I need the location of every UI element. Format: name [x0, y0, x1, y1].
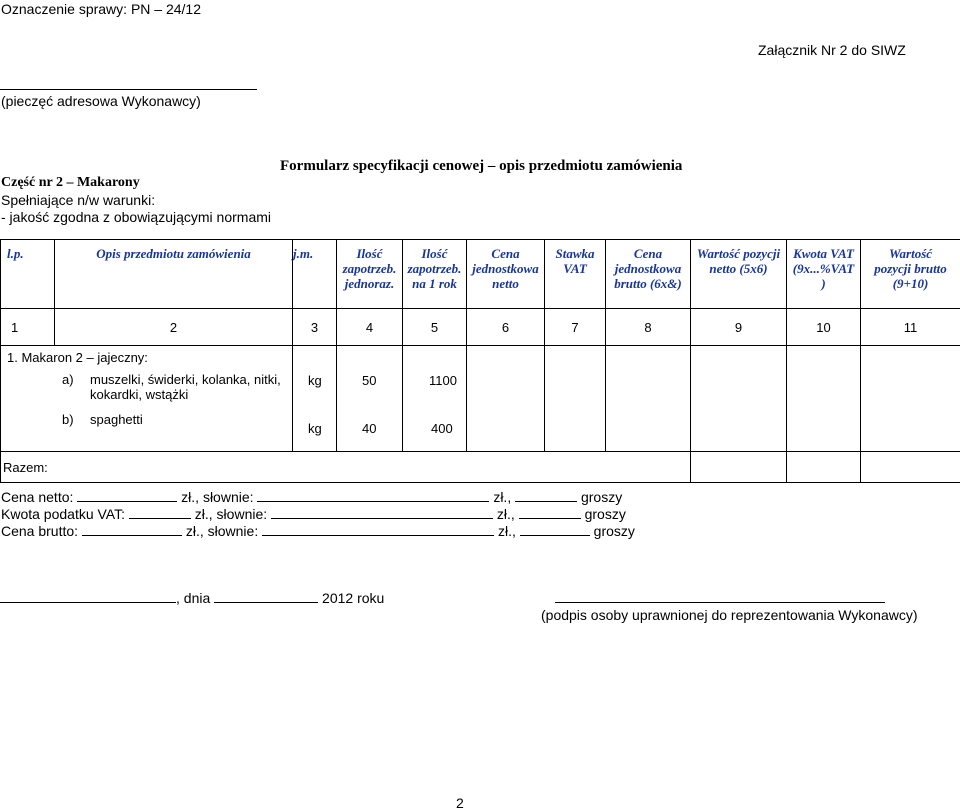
item-name: Makaron 2 – jajeczny: — [21, 350, 147, 365]
header-wartosc-brutto: Wartość pozycji brutto (9+10) — [861, 240, 960, 309]
sub-item-a-letter: a) — [62, 372, 74, 387]
vat-amount-cell[interactable] — [787, 346, 861, 452]
part-conditions: Spełniające n/w warunki: — [1, 192, 155, 208]
page-number: 2 — [456, 795, 464, 811]
total-label-cell — [1, 452, 691, 483]
sub-item-a-line2: kokardki, wstążki — [90, 387, 281, 402]
vat-words-field[interactable] — [271, 506, 493, 519]
brutto-words-field[interactable] — [262, 523, 494, 536]
value-netto-cell[interactable] — [691, 346, 787, 452]
netto-grosze-field[interactable] — [515, 489, 577, 502]
price-spec-table — [0, 239, 960, 483]
sub-item-b-qty-year: 400 — [431, 421, 453, 436]
summary-netto-line — [1, 489, 622, 505]
header-stawka-vat: Stawka VAT — [545, 240, 606, 309]
column-number: 7 — [545, 309, 606, 346]
netto-words-field[interactable] — [257, 489, 489, 502]
qty-once-cell — [337, 346, 403, 452]
header-lp: l.p. — [1, 240, 55, 309]
item-number: 1. — [7, 350, 18, 365]
annex-label: Załącznik Nr 2 do SIWZ — [758, 42, 906, 58]
summary-netto-label: Cena netto: — [1, 489, 73, 505]
vat-grosze-field[interactable] — [519, 506, 581, 519]
column-number: 3 — [293, 309, 337, 346]
form-title: Formularz specyfikacji cenowej – opis przedmiotu zamówienia — [280, 158, 682, 175]
case-number: Oznaczenie sprawy: PN – 24/12 — [1, 1, 201, 17]
summary-brutto-label: Cena brutto: — [1, 523, 78, 539]
zl-label: zł., — [493, 489, 511, 505]
groszy-label: groszy — [585, 506, 626, 522]
sub-item-b-text: spaghetti — [90, 412, 143, 427]
sub-item-a-qty-once: 50 — [362, 373, 376, 388]
date-field[interactable] — [214, 590, 318, 603]
column-number: 1 — [1, 309, 55, 346]
zl-slownie-label: zł., słownie: — [195, 506, 267, 522]
sub-item-b-qty-once: 40 — [362, 421, 376, 436]
column-number: 10 — [787, 309, 861, 346]
item-row — [1, 346, 960, 452]
total-vat-cell[interactable] — [787, 452, 861, 483]
header-ilosc-jednoraz: Ilość zapotrzeb. jednoraz. — [337, 240, 403, 309]
header-ilosc-rok: Ilość zapotrzeb. na 1 rok — [403, 240, 467, 309]
vat-amount-field[interactable] — [129, 506, 191, 519]
column-number: 5 — [403, 309, 467, 346]
part-quality: - jakość zgodna z obowiązującymi normami — [1, 209, 271, 225]
value-brutto-cell[interactable] — [861, 346, 960, 452]
seal-line — [0, 89, 257, 90]
total-brutto-cell[interactable] — [861, 452, 960, 483]
header-opis: Opis przedmiotu zamówienia — [55, 240, 293, 309]
brutto-grosze-field[interactable] — [520, 523, 590, 536]
column-number: 11 — [861, 309, 960, 346]
column-number: 6 — [467, 309, 545, 346]
year-label: 2012 roku — [322, 590, 384, 606]
summary-vat-line — [1, 506, 626, 522]
price-brutto-cell[interactable] — [606, 346, 691, 452]
unit-cell — [293, 346, 337, 452]
sub-item-a-qty-year: 1100 — [429, 373, 457, 388]
vat-rate-cell[interactable] — [545, 346, 606, 452]
place-date-line — [0, 590, 384, 606]
price-netto-cell[interactable] — [467, 346, 545, 452]
item-description-cell — [1, 346, 293, 452]
dnia-label: , dnia — [176, 590, 210, 606]
header-cena-brutto: Cena jednostkowa brutto (6x&) — [606, 240, 691, 309]
column-number: 4 — [337, 309, 403, 346]
column-number: 8 — [606, 309, 691, 346]
signature-caption: (podpis osoby uprawnionej do reprezentowania Wykonawcy) — [541, 607, 918, 623]
column-numbers-row — [1, 309, 960, 346]
groszy-label: groszy — [581, 489, 622, 505]
sub-item-b-letter: b) — [62, 412, 74, 427]
zl-slownie-label: zł., słownie: — [186, 523, 258, 539]
column-number: 9 — [691, 309, 787, 346]
seal-caption: (pieczęć adresowa Wykonawcy) — [1, 93, 201, 109]
table-header-row — [1, 240, 960, 309]
total-netto-cell[interactable] — [691, 452, 787, 483]
total-label: Razem: — [3, 460, 48, 475]
place-field[interactable] — [0, 590, 176, 603]
zl-label: zł., — [498, 523, 516, 539]
sub-item-b-unit: kg — [308, 421, 322, 436]
signature-line[interactable] — [555, 602, 885, 603]
summary-vat-label: Kwota podatku VAT: — [1, 506, 125, 522]
groszy-label: groszy — [594, 523, 635, 539]
header-wartosc-netto: Wartość pozycji netto (5x6) — [691, 240, 787, 309]
summary-brutto-line — [1, 523, 635, 539]
header-cena-netto: Cena jednostkowa netto — [467, 240, 545, 309]
zl-label: zł., — [497, 506, 515, 522]
header-kwota-vat: Kwota VAT (9x...%VAT ) — [787, 240, 861, 309]
brutto-amount-field[interactable] — [82, 523, 182, 536]
zl-slownie-label: zł., słownie: — [181, 489, 253, 505]
header-jm: j.m. — [293, 240, 337, 309]
sub-item-a-unit: kg — [308, 373, 322, 388]
qty-year-cell — [403, 346, 467, 452]
netto-amount-field[interactable] — [77, 489, 177, 502]
part-title: Część nr 2 – Makarony — [1, 175, 140, 191]
sub-item-a-line1: muszelki, świderki, kolanka, nitki, — [90, 372, 281, 387]
column-number: 2 — [55, 309, 293, 346]
total-row — [1, 452, 960, 483]
